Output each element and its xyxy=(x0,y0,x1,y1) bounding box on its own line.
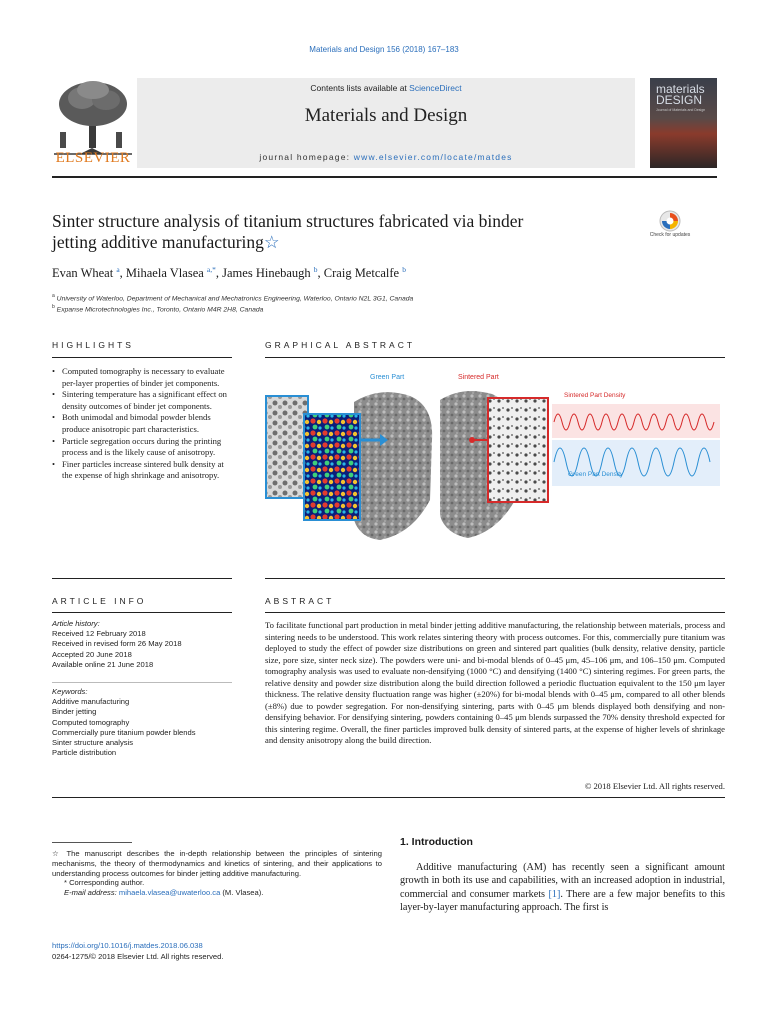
history-item: Accepted 20 June 2018 xyxy=(52,649,132,659)
history-item: Received 12 February 2018 xyxy=(52,629,146,639)
affiliation xyxy=(52,304,692,313)
sintered-density-label: Sintered Part Density xyxy=(564,392,626,399)
email-note xyxy=(52,888,382,898)
highlight-item: • Particle segregation occurs during the printing process and is the likely cause of anisotropy. xyxy=(52,436,230,459)
author-affiliation-mark[interactable]: a,* xyxy=(206,265,216,274)
author-name[interactable]: James Hinebaugh xyxy=(222,266,311,281)
footnotes xyxy=(52,849,382,898)
journal-cover-thumbnail[interactable] xyxy=(650,78,717,168)
author-list: Evan Wheat $^a$, Mihaela Vlasea $^{a,*}$, James Hinebaugh $^b$, Craig Metcalfe $^b$ xyxy=(52,265,406,281)
doi-block xyxy=(52,940,382,962)
doi-link[interactable]: https://doi.org/10.1016/j.matdes.2018.06.038 xyxy=(52,941,203,950)
journal-masthead xyxy=(52,78,717,170)
history-label: Article history: xyxy=(52,619,100,628)
graphical-abstract-svg xyxy=(262,370,722,546)
keywords-divider xyxy=(52,682,232,683)
email-label: E-mail address: xyxy=(64,888,119,898)
highlight-item: • Finer particles increase sintered bulk density at the expense of high shrinkage and anisotropy. xyxy=(52,459,230,482)
green-ct-slice xyxy=(266,396,308,498)
introduction-text-end: . There are a few major benefits to this layer-by-layer manufacturing approach. The first is xyxy=(400,888,725,914)
graphical-abstract-heading: GRAPHICAL ABSTRACT xyxy=(265,340,416,350)
publisher-name: ELSEVIER xyxy=(55,150,131,166)
cover-title: materials DESIGN xyxy=(656,82,705,107)
author-name[interactable]: Mihaela Vlasea xyxy=(125,266,204,281)
journal-name: Materials and Design xyxy=(304,105,468,126)
author-name[interactable]: Evan Wheat xyxy=(52,266,114,281)
sintered-part-label: Sintered Part xyxy=(458,374,499,381)
keyword-item[interactable]: Commercially pure titanium powder blends xyxy=(52,727,196,737)
issn-line: 0264-1275/© 2018 Elsevier Ltd. All rights reserved. xyxy=(52,952,224,961)
check-for-updates-label: Check for updates xyxy=(649,232,691,238)
cover-subtitle: Journal of Materials and Design xyxy=(656,108,706,112)
history-item: Received in revised form 26 May 2018 xyxy=(52,639,182,649)
highlights-heading: HIGHLIGHTS xyxy=(52,340,134,350)
affiliation-text: Expanse Microtechnologies Inc., Toronto, Ontario M4R 2H8, Canada xyxy=(56,306,264,314)
history-item: Available online 21 June 2018 xyxy=(52,659,154,669)
sintered-density-band xyxy=(552,404,720,438)
highlights-bottom-divider xyxy=(52,578,232,579)
highlight-item: • Sintering temperature has a significant effect on density outcomes of binder jet components. xyxy=(52,389,230,412)
author-name[interactable]: Craig Metcalfe xyxy=(323,266,400,281)
highlights-list xyxy=(52,366,230,482)
journal-homepage xyxy=(137,152,635,162)
author-affiliation-mark[interactable]: a xyxy=(116,265,120,274)
author-affiliation-mark[interactable]: b xyxy=(313,265,318,274)
highlights-divider xyxy=(52,357,232,358)
email-link[interactable]: mihaela.vlasea@uwaterloo.ca xyxy=(118,888,221,898)
journal-citation[interactable]: Materials and Design 156 (2018) 167–183 xyxy=(309,45,459,54)
keyword-item[interactable]: Computed tomography xyxy=(52,717,130,727)
abstract-copyright: © 2018 Elsevier Ltd. All rights reserved. xyxy=(584,781,725,791)
article-info-divider xyxy=(52,612,232,613)
check-for-updates-badge[interactable] xyxy=(650,209,690,249)
article-info-heading: ARTICLE INFO xyxy=(52,596,147,606)
journal-info-box xyxy=(137,78,635,168)
keyword-item[interactable]: Binder jetting xyxy=(52,707,97,717)
introduction-text-start: Additive manufacturing (AM) has recently seen a significant amount growth in both its use and capabilities, with an increased adoption in industrial, commercial and consumer markets xyxy=(400,862,725,900)
homepage-prefix: journal homepage: xyxy=(259,152,354,162)
affiliation-text: University of Waterloo, Department of Mechanical and Mechatronics Engineering, Waterloo, Ontario N2L 3G1, Canada xyxy=(56,295,414,303)
introduction-heading: 1. Introduction xyxy=(400,836,473,848)
article-history xyxy=(52,619,230,670)
abstract-heading: ABSTRACT xyxy=(265,596,335,606)
contents-line xyxy=(137,83,635,93)
sintered-ct-slice xyxy=(488,398,548,502)
green-part-label: Green Part xyxy=(370,374,405,381)
green-density-label: Green Part Density xyxy=(568,471,624,478)
footnote-divider xyxy=(52,842,132,843)
affiliation xyxy=(52,293,692,302)
author-affiliation-mark[interactable]: b xyxy=(402,265,406,274)
reference-link[interactable]: [1] xyxy=(548,888,561,900)
contents-prefix: Contents lists available at xyxy=(310,83,410,93)
affiliation-mark: a xyxy=(52,293,55,299)
highlight-item: • Both unimodal and bimodal powder blends produce anisotropic part characteristics. xyxy=(52,412,230,435)
affiliation-mark: b xyxy=(52,304,55,310)
green-density-band xyxy=(552,440,720,486)
highlight-item: • Computed tomography is necessary to evaluate per-layer properties of binder jet components. xyxy=(52,366,230,389)
green-color-map xyxy=(304,414,360,520)
keywords-label: Keywords: xyxy=(52,687,88,696)
title-footnote: ☆ The manuscript describes the in-depth relationship between the principles of sintering mechanisms, the theory of thermodynamics and kinetics of sintering, and their applications to understanding process outcomes for binder jetting additive manufacturing. xyxy=(52,849,382,878)
introduction-text xyxy=(400,861,725,915)
corresponding-author-note: * Corresponding author. xyxy=(64,878,145,888)
sciencedirect-link[interactable]: ScienceDirect xyxy=(409,83,462,93)
ga-bottom-divider xyxy=(265,578,725,579)
masthead-divider xyxy=(52,176,717,178)
graphical-abstract-divider xyxy=(265,357,725,358)
homepage-link[interactable]: www.elsevier.com/locate/matdes xyxy=(353,152,513,162)
abstract-divider xyxy=(265,612,725,613)
keywords-block xyxy=(52,687,230,758)
keyword-item[interactable]: Additive manufacturing xyxy=(52,697,130,707)
abstract-bottom-divider xyxy=(52,797,725,798)
graphical-abstract-figure[interactable] xyxy=(262,370,722,546)
title-footnote-mark[interactable]: ☆ xyxy=(263,232,280,252)
abstract-text: To facilitate functional part production in metal binder jetting additive manufacturing, the relationship between materials, process and sintering needs to be understood. This work relates sintering theory with process outcomes. For this, commercially pure titanium was deployed to study the effect of powder size distributions on green and sintered part qualities (bulk density, relative density, particle size, pore size, sinter neck size). The powders were uni- and bi-modal blends of 0–45 μm, 45–106 μm, and 106–150 μm. Computed tomography analysis was used to evaluate non-densifying (1000 °C) and densifying (1400 °C) sintering regimes. For green parts, the relative density and powder size distribution along the build direction followed a periodic fluctuation equivalent to the 150 μm layer thickness. The relative density fluctuation range was higher (±20%) for bi-modal blends with 0–45 μm, compared to all other blends (±8%) due to powder segregation. For non-densifying sintering, parts with 0–45 μm blends displayed both densifying and non-densifying behavior. For densifying sintering, powders containing 0–45 μm blends surpassed the 70% density threshold expected for this sintering regime. Overall, the finer particles improved bulk density of sintered parts, at the expense of higher levels of shrinkage and density anisotropy along the build direction. xyxy=(265,620,725,746)
elsevier-logo[interactable] xyxy=(52,78,134,168)
email-suffix: (M. Vlasea). xyxy=(220,888,264,898)
article-title-text: Sinter structure analysis of titanium structures fabricated via binder jetting additive manufacturing xyxy=(52,211,524,252)
keyword-item[interactable]: Particle distribution xyxy=(52,748,117,758)
keyword-item[interactable]: Sinter structure analysis xyxy=(52,738,134,748)
green-part-shape xyxy=(354,392,432,540)
article-title xyxy=(52,211,572,253)
